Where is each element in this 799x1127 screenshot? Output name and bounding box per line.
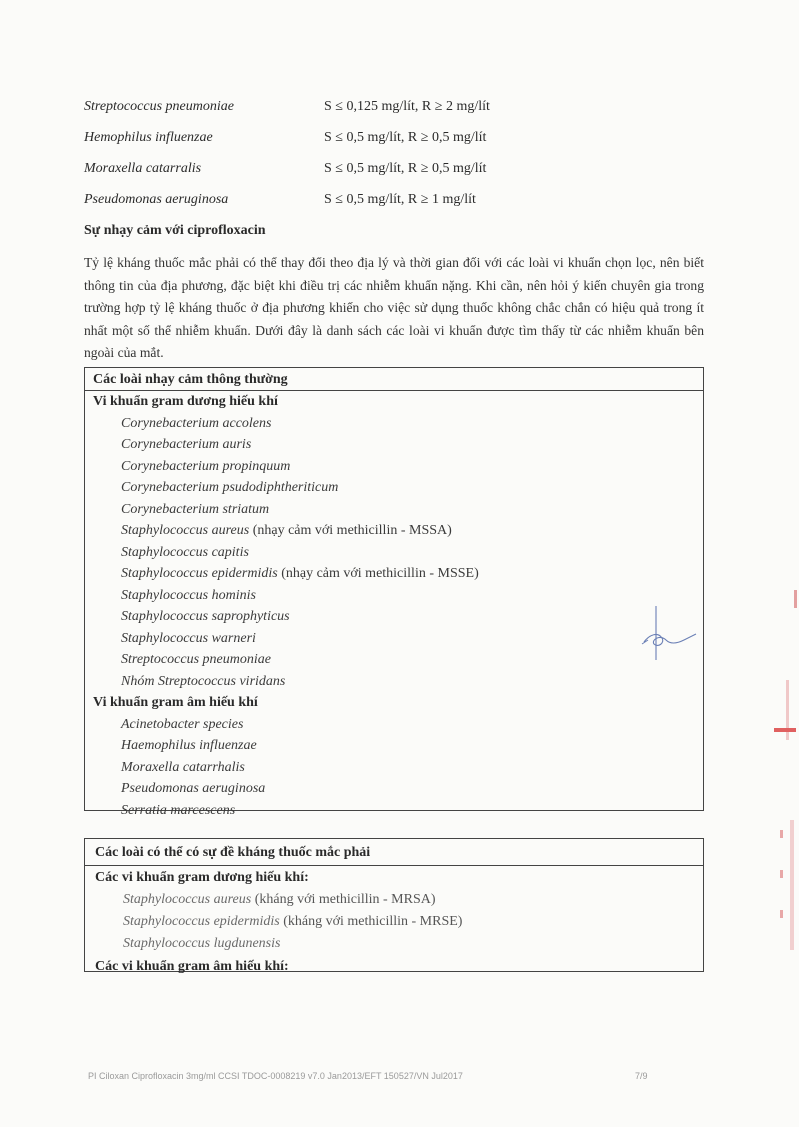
breakpoint-value: S ≤ 0,125 mg/lít, R ≥ 2 mg/lít [324,99,490,114]
list-item [85,714,703,736]
species-name: Staphylococcus warneri [121,630,256,646]
species-name: Pseudomonas aeruginosa [121,781,266,796]
list-item [85,520,703,542]
organism-name: Streptococcus pneumoniae [84,99,234,114]
species-note: (nhạy cảm với methicillin - MSSE) [281,566,479,581]
list-item [85,585,703,607]
section-heading: Sự nhạy cảm với ciprofloxacin [84,223,266,238]
species-name: Staphylococcus aureus [123,892,252,907]
resistant-species-table [84,838,704,972]
list-item [85,889,703,911]
species-name: Moraxella catarrhalis [121,759,245,775]
species-name: Corynebacterium propinquum [121,458,291,474]
section-paragraph: Tỷ lệ kháng thuốc mắc phải có thể thay đổi theo địa lý và thời gian đối với các loài vi khuẩn chọn lọc, nên biết thông tin của địa phương, đặc biệt khi điều trị các nhiễm khuẩn nặng. Khi cần, nên hỏi ý kiến chuyên gia trong trường hợp tỷ lệ kháng thuốc ở địa phương khiến cho việc sử dụng thuốc không chắc chắn có hiệu quả trong ít nhất một số thể nhiễm khuẩn. Dưới đây là danh sách các loài vi khuẩn được tìm thấy từ các nhiễm khuẩn bên ngoài của mắt. [84,255,704,360]
list-item [85,911,703,933]
species-name: Corynebacterium auris [121,437,252,452]
list-item [85,757,703,779]
table-header: Các loài nhạy cảm thông thường [85,368,703,391]
breakpoint-value: S ≤ 0,5 mg/lít, R ≥ 0,5 mg/lít [324,130,487,145]
list-item [85,456,703,478]
footer-doc-ref: PI Ciloxan Ciprofloxacin 3mg/ml CCSI TDOC-0008219 v7.0 Jan2013/EFT 150527/VN Jul2017 [88,1071,463,1081]
species-note: (nhạy cảm với methicillin - MSSA) [252,523,452,538]
species-name: Haemophilus influenzae [121,738,257,753]
list-item [85,933,703,955]
species-name: Staphylococcus hominis [121,587,256,603]
list-item [85,477,703,499]
species-name: Staphylococcus aureus [121,523,250,538]
species-name: Corynebacterium striatum [121,501,270,517]
species-name: Nhóm Streptococcus viridans [121,673,286,689]
species-name: Staphylococcus saprophyticus [121,609,290,624]
group-title: Vi khuẩn gram dương hiếu khí [93,394,278,409]
breakpoint-value: S ≤ 0,5 mg/lít, R ≥ 1 mg/lít [324,192,476,207]
page-number: 7/9 [635,1071,648,1081]
list-item [85,563,703,585]
list-item [85,413,703,435]
species-name: Staphylococcus epidermidis [121,566,278,581]
species-name: Streptococcus pneumoniae [121,652,271,667]
list-item [85,735,703,757]
list-item [85,542,703,564]
species-name: Corynebacterium accolens [121,415,272,431]
species-name: Staphylococcus capitis [121,544,249,560]
organism-name: Pseudomonas aeruginosa [84,192,229,207]
table-body [85,391,703,821]
list-item [85,499,703,521]
species-name: Staphylococcus lugdunensis [123,936,281,951]
list-item [85,778,703,800]
list-item [85,434,703,456]
list-item [85,628,703,650]
group-title: Các vi khuẩn gram dương hiếu khí: [95,870,309,885]
species-name: Serratia marcescens [121,802,236,818]
signature-mark [636,604,706,664]
table-header: Các loài có thể có sự đề kháng thuốc mắc phải [85,839,703,866]
list-item [85,800,703,822]
species-name: Acinetobacter species [121,716,244,732]
species-note: (kháng với methicillin - MRSE) [283,914,463,929]
group-title: Vi khuẩn gram âm hiếu khí [93,695,258,710]
susceptible-species-table [84,367,704,818]
species-name: Staphylococcus epidermidis [123,914,280,929]
organism-name: Hemophilus influenzae [84,130,213,145]
table-body [85,866,703,978]
species-note: (kháng với methicillin - MRSA) [254,892,436,907]
species-name: Corynebacterium psudodiphtheriticum [121,480,339,495]
stamp-edge-mark [770,580,799,980]
list-item [85,671,703,693]
group-title: Các vi khuẩn gram âm hiếu khí: [95,959,289,974]
organism-name: Moraxella catarralis [84,161,202,176]
list-item [85,606,703,628]
breakpoint-value: S ≤ 0,5 mg/lít, R ≥ 0,5 mg/lít [324,161,487,176]
list-item [85,649,703,671]
